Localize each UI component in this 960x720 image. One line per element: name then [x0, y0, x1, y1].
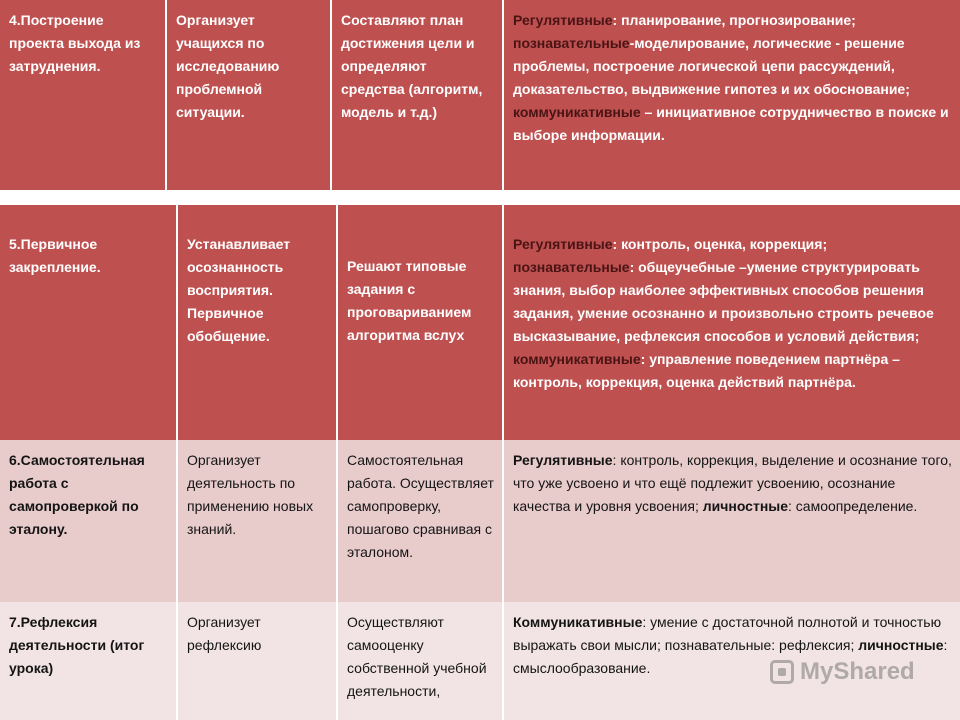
uud-text: -моделирование, логические - решение проблемы, построение логической цепи рассуждений, доказательство, выдвижение гипотез и их обоснование;: [513, 35, 910, 97]
uud-personal-label: личностные: [702, 498, 789, 514]
uud-communicative-label: коммуникативные: [513, 104, 641, 120]
table-row-stage-5: [0, 205, 960, 440]
uud-text: : планирование, прогнозирование;: [612, 12, 856, 28]
teacher-activity-cell: Организует учащихся по исследованию проблемной ситуации.: [165, 0, 330, 190]
uud-text: : самоопределение.: [788, 498, 918, 514]
uud-personal-label: личностные: [858, 637, 944, 653]
myshared-logo-icon: [770, 660, 794, 684]
uud-cognitive-label: познавательные: [513, 35, 630, 51]
uud-text: – инициативное сотрудничество в поиске и выборе информации.: [513, 104, 949, 143]
stage-cell: 4.Построение проекта выхода из затруднения.: [0, 0, 165, 190]
uud-text: : контроль, коррекция, выделение и осознание того, что уже усвоено и что ещё подлежит усвоению, осознание качества и уровня усвоения;: [513, 452, 952, 514]
teacher-activity-cell: Устанавливает осознанность восприятия. Первичное обобщение.: [176, 205, 336, 440]
watermark: [770, 658, 915, 686]
table-row-stage-4: [0, 0, 960, 190]
uud-communicative-label: коммуникативные: [513, 351, 641, 367]
stage-cell: 7.Рефлексия деятельности (итог урока): [0, 602, 176, 720]
stage-cell: 5.Первичное закрепление.: [0, 205, 176, 440]
uud-cell: [502, 0, 960, 190]
uud-text: : контроль, оценка, коррекция;: [612, 236, 828, 252]
table-row-stage-6: [0, 440, 960, 602]
student-activity-cell: Решают типовые задания с проговариванием алгоритма вслух: [336, 205, 502, 440]
uud-regulatory-label: Регулятивные: [513, 452, 613, 468]
stage-cell: 6.Самостоятельная работа с самопроверкой по эталону.: [0, 440, 176, 602]
uud-regulatory-label: Регулятивные: [513, 236, 613, 252]
uud-regulatory-label: Регулятивные: [513, 12, 613, 28]
uud-text: : смыслообразование.: [513, 637, 948, 676]
uud-cell: [502, 440, 960, 602]
uud-communicative-label: Коммуникативные: [513, 614, 643, 630]
watermark-text: MyShared: [800, 658, 915, 685]
student-activity-cell: Самостоятельная работа. Осуществляет самопроверку, пошагово сравнивая с эталоном.: [336, 440, 502, 602]
uud-cognitive-label: познавательные: [513, 259, 630, 275]
student-activity-cell: Осуществляют самооценку собственной учебной деятельности,: [336, 602, 502, 720]
uud-text: : управление поведением партнёра – контроль, коррекция, оценка действий партнёра.: [513, 351, 900, 390]
uud-text: : общеучебные –умение структурировать знания, выбор наиболее эффективных способов решения задания, умение осознанно и произвольно строить речевое высказывание, рефлексия способов и условий действия;: [513, 259, 934, 344]
uud-cell: [502, 205, 960, 440]
teacher-activity-cell: Организует деятельность по применению новых знаний.: [176, 440, 336, 602]
teacher-activity-cell: Организует рефлексию: [176, 602, 336, 720]
uud-text: : умение с достаточной полнотой и точностью выражать свои мысли; познавательные: рефлексия;: [513, 614, 942, 653]
student-activity-cell: Составляют план достижения цели и определяют средства (алгоритм, модель и т.д.): [330, 0, 502, 190]
